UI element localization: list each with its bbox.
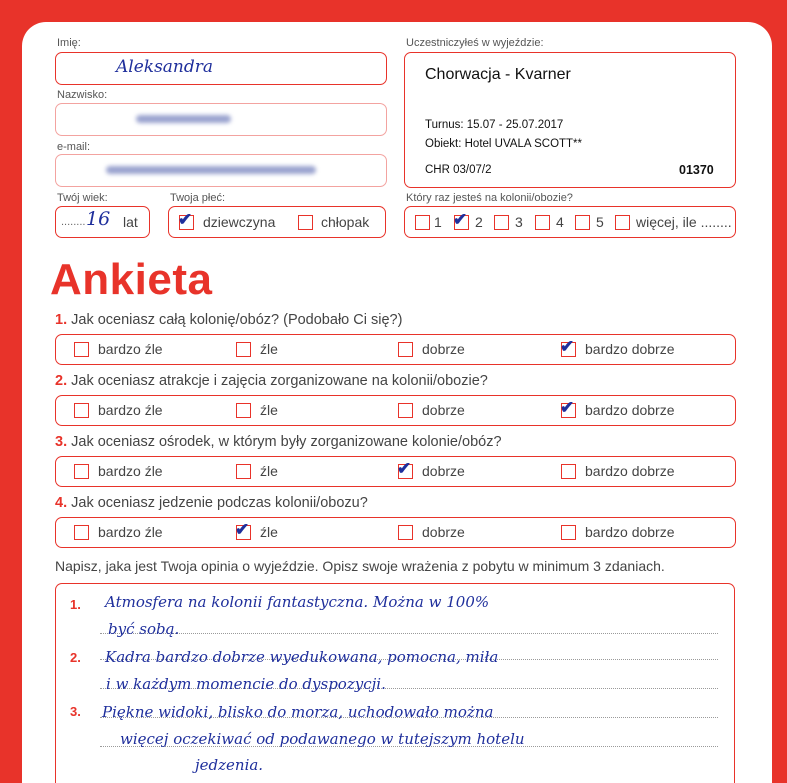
opinion-prompt: Napisz, jaka jest Twoja opinia o wyjeździe. Opisz swoje wrażenia z pobytu w minimum 3 zdaniach. xyxy=(55,558,665,574)
trip-number: 01370 xyxy=(679,163,714,177)
question-4 xyxy=(55,495,368,511)
q4-checkbox-very-good[interactable] xyxy=(561,525,576,540)
check-mark-icon: ✔ xyxy=(560,398,575,417)
opinion-number-3: 3. xyxy=(70,704,81,719)
check-mark-icon: ✔ xyxy=(178,210,193,229)
question-3-answers xyxy=(55,456,736,487)
gender-checkbox-boy[interactable] xyxy=(298,215,313,230)
times-checkbox-3[interactable] xyxy=(494,215,509,230)
trip-obiekt: Obiekt: Hotel UVALA SCOTT** xyxy=(425,138,583,150)
option-label: źle xyxy=(260,463,278,479)
gender-option-girl: dziewczyna xyxy=(203,214,276,230)
opinion-line-1: Atmosfera na kolonii fantastyczna. Można w 100% xyxy=(105,593,490,611)
option-label: źle xyxy=(260,341,278,357)
q2-checkbox-bad[interactable] xyxy=(236,403,251,418)
gender-checkbox-girl[interactable] xyxy=(178,210,194,230)
question-number: 3. xyxy=(55,434,68,450)
first-name-field[interactable] xyxy=(55,52,387,85)
option-label: bardzo dobrze xyxy=(585,524,675,540)
question-1 xyxy=(55,312,402,328)
option-label: dobrze xyxy=(422,402,465,418)
q3-checkbox-very-good[interactable] xyxy=(561,464,576,479)
question-4-answers xyxy=(55,517,736,548)
check-mark-icon: ✔ xyxy=(560,337,575,356)
times-option-5: 5 xyxy=(596,214,604,230)
question-text: Jak oceniasz całą kolonię/obóz? (Podobało Ci się?) xyxy=(71,312,403,328)
opinion-line-6: więcej oczekiwać od podawanego w tutejszym hotelu xyxy=(120,730,525,748)
q1-checkbox-very-good[interactable] xyxy=(560,337,576,357)
option-label: bardzo dobrze xyxy=(585,402,675,418)
age-value: 16 xyxy=(86,208,111,230)
question-3 xyxy=(55,434,502,450)
q3-checkbox-good[interactable] xyxy=(397,459,413,479)
q2-checkbox-very-bad[interactable] xyxy=(74,403,89,418)
option-label: bardzo źle xyxy=(98,402,163,418)
trip-label: Uczestniczyłeś w wyjeździe: xyxy=(406,37,544,49)
option-label: bardzo dobrze xyxy=(585,341,675,357)
question-text: Jak oceniasz ośrodek, w którym były zorganizowane kolonie/obóz? xyxy=(71,434,502,450)
age-label: Twój wiek: xyxy=(57,192,108,204)
option-label: dobrze xyxy=(422,341,465,357)
opinion-line-5: Piękne widoki, blisko do morza, uchodowało można xyxy=(102,703,494,721)
times-field xyxy=(404,206,736,238)
first-name-value: Aleksandra xyxy=(116,57,214,77)
trip-field xyxy=(404,52,736,188)
times-option-more: więcej, ile ........ xyxy=(636,214,732,230)
times-option-4: 4 xyxy=(556,214,564,230)
option-label: bardzo źle xyxy=(98,341,163,357)
times-checkbox-more[interactable] xyxy=(615,215,630,230)
trip-code: CHR 03/07/2 xyxy=(425,164,492,176)
opinion-line-7: jedzenia. xyxy=(195,756,264,774)
age-unit: lat xyxy=(123,214,138,230)
ruled-line xyxy=(100,633,718,634)
opinion-number-1: 1. xyxy=(70,597,81,612)
q1-checkbox-bad[interactable] xyxy=(236,342,251,357)
q4-checkbox-good[interactable] xyxy=(398,525,413,540)
times-checkbox-1[interactable] xyxy=(415,215,430,230)
q4-checkbox-very-bad[interactable] xyxy=(74,525,89,540)
opinion-line-2: być sobą. xyxy=(108,620,180,638)
q2-checkbox-good[interactable] xyxy=(398,403,413,418)
check-mark-icon: ✔ xyxy=(397,459,412,478)
question-2-answers xyxy=(55,395,736,426)
question-text: Jak oceniasz atrakcje i zajęcia zorganizowane na kolonii/obozie? xyxy=(71,373,488,389)
question-number: 2. xyxy=(55,373,68,389)
times-label: Który raz jesteś na kolonii/obozie? xyxy=(406,192,573,204)
trip-turnus: Turnus: 15.07 - 25.07.2017 xyxy=(425,119,564,131)
surname-label: Nazwisko: xyxy=(57,89,108,101)
question-1-answers xyxy=(55,334,736,365)
option-label: bardzo źle xyxy=(98,524,163,540)
email-redacted xyxy=(106,166,316,174)
times-checkbox-4[interactable] xyxy=(535,215,550,230)
opinion-number-2: 2. xyxy=(70,650,81,665)
times-option-2: 2 xyxy=(475,214,483,230)
surname-redacted xyxy=(136,115,231,123)
q3-checkbox-very-bad[interactable] xyxy=(74,464,89,479)
q1-checkbox-very-bad[interactable] xyxy=(74,342,89,357)
times-option-3: 3 xyxy=(515,214,523,230)
question-2 xyxy=(55,373,488,389)
check-mark-icon: ✔ xyxy=(453,210,468,229)
trip-destination: Chorwacja - Kvarner xyxy=(425,66,571,83)
q3-checkbox-bad[interactable] xyxy=(236,464,251,479)
option-label: źle xyxy=(260,402,278,418)
gender-field xyxy=(168,206,386,238)
survey-title: Ankieta xyxy=(50,255,213,304)
q1-checkbox-good[interactable] xyxy=(398,342,413,357)
opinion-line-3: Kadra bardzo dobrze wyedukowana, pomocna, miła xyxy=(105,648,499,666)
age-field[interactable] xyxy=(55,206,150,238)
email-label: e-mail: xyxy=(57,141,91,153)
question-text: Jak oceniasz jedzenie podczas kolonii/obozu? xyxy=(71,495,368,511)
option-label: bardzo dobrze xyxy=(585,463,675,479)
opinion-line-4: i w każdym momencie do dyspozycji. xyxy=(106,675,386,693)
option-label: źle xyxy=(260,524,278,540)
option-label: dobrze xyxy=(422,524,465,540)
q2-checkbox-very-good[interactable] xyxy=(560,398,576,418)
option-label: dobrze xyxy=(422,463,465,479)
gender-label: Twoja płeć: xyxy=(170,192,226,204)
gender-option-boy: chłopak xyxy=(321,214,370,230)
times-option-1: 1 xyxy=(434,214,442,230)
email-field[interactable] xyxy=(55,154,387,187)
first-name-label: Imię: xyxy=(57,37,81,49)
q4-checkbox-bad[interactable] xyxy=(235,520,251,540)
check-mark-icon: ✔ xyxy=(235,520,250,539)
times-checkbox-2[interactable] xyxy=(453,210,469,230)
question-number: 4. xyxy=(55,495,68,511)
surname-field[interactable] xyxy=(55,103,387,136)
age-dots: ........ xyxy=(61,216,86,228)
option-label: bardzo źle xyxy=(98,463,163,479)
question-number: 1. xyxy=(55,312,68,328)
times-checkbox-5[interactable] xyxy=(575,215,590,230)
